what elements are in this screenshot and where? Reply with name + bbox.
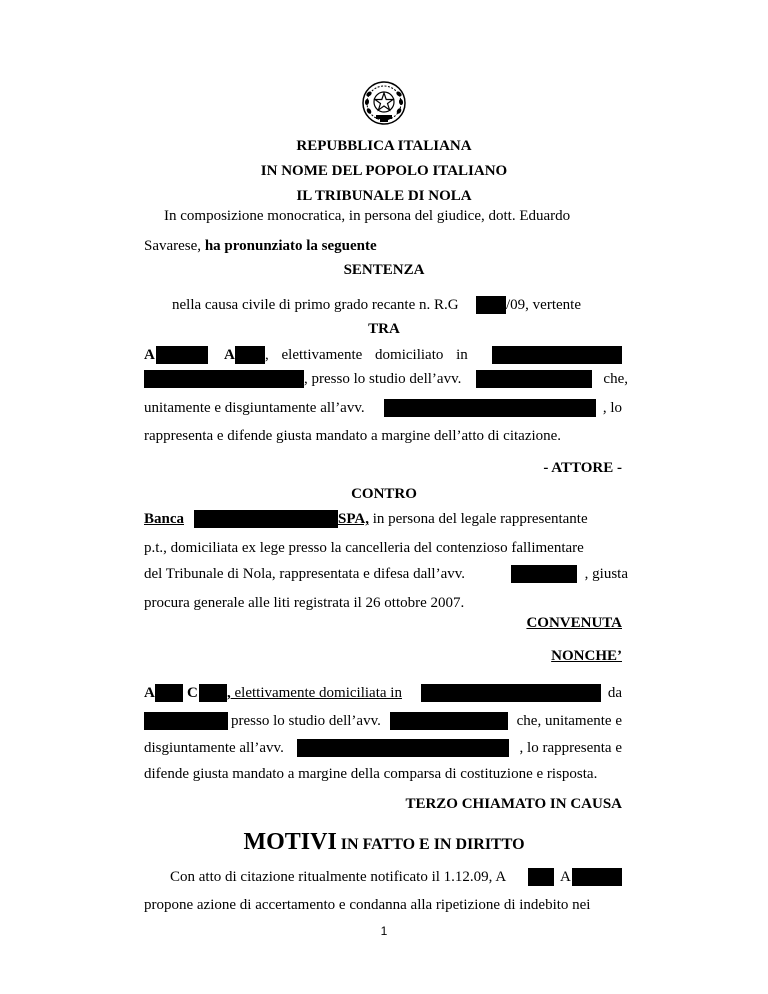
terzo-l4-text: difende giusta mandato a margine della comparsa di costituzione e risposta.	[144, 766, 598, 782]
intro-text-1: In composizione monocratica, in persona del giudice, dott. Eduardo	[164, 208, 571, 224]
causa-prefix: nella causa civile di primo grado recante n. R.G	[172, 297, 459, 313]
attore-label: - ATTORE -	[543, 460, 622, 476]
redaction-bar	[492, 346, 622, 364]
sentenza-heading: SENTENZA	[343, 262, 425, 278]
convenuta-l1-wrap	[338, 508, 628, 530]
header-people: IN NOME DEL POPOLO ITALIANO	[260, 163, 508, 179]
header-court: IL TRIBUNALE DI NOLA	[296, 188, 472, 204]
intro-text-2b: ha pronunziato la seguente	[204, 238, 377, 254]
convenuta-bank-word: Banca	[144, 511, 185, 527]
terzo-initial-b: C	[187, 685, 198, 701]
redaction-bar	[421, 684, 601, 702]
motivi-big: MOTIVI	[243, 829, 337, 855]
intro-text-2a: Savarese,	[144, 238, 205, 254]
redaction-bar	[156, 346, 208, 364]
causa-suffix-wrap	[506, 294, 626, 316]
convenuta-l4-text: procura generale alle liti registrata il 26 ottobre 2007.	[144, 595, 465, 611]
redaction-bar	[384, 399, 596, 417]
redaction-bar	[476, 296, 506, 314]
redaction-bar	[476, 370, 592, 388]
convenuta-spa: SPA,	[338, 511, 369, 527]
attore-initial-b: A	[224, 347, 235, 363]
convenuta-label: CONVENUTA	[526, 615, 622, 631]
header-republic: REPUBBLICA ITALIANA	[296, 138, 472, 154]
terzo-l1-end: da	[607, 685, 622, 701]
redaction-bar	[144, 712, 228, 730]
body-l1-b: A	[560, 869, 571, 885]
terzo-l3-text: disgiuntamente all’avv.	[144, 740, 284, 756]
attore-l1-text: , elettivamente domiciliato in	[265, 347, 468, 363]
attore-l2-text: , presso lo studio dell’avv.	[304, 371, 462, 387]
terzo-label: TERZO CHIAMATO IN CAUSA	[405, 796, 622, 812]
redaction-bar	[194, 510, 338, 528]
terzo-l1-wrap	[227, 682, 427, 704]
causa-suffix: /09, vertente	[506, 297, 581, 313]
redaction-bar	[572, 868, 622, 886]
terzo-comma: ,	[227, 685, 231, 701]
terzo-l2-text: presso lo studio dell’avv.	[231, 713, 381, 729]
attore-l2-end: che,	[603, 371, 628, 387]
tra-heading: TRA	[368, 321, 400, 337]
redaction-bar	[155, 684, 183, 702]
terzo-l3-end: , lo rappresenta e	[519, 740, 622, 756]
convenuta-l3-text: del Tribunale di Nola, rappresentata e difesa dall’avv.	[144, 566, 466, 582]
redaction-bar	[199, 684, 227, 702]
contro-heading: CONTRO	[351, 486, 417, 502]
attore-l3-end: , lo	[602, 400, 622, 416]
convenuta-l3-end: , giusta	[584, 566, 628, 582]
motivi-rest: IN FATTO E IN DIRITTO	[336, 836, 525, 853]
intro-line-1	[164, 205, 622, 227]
italian-republic-emblem-icon	[361, 80, 407, 126]
intro-line-2	[144, 235, 622, 257]
redaction-bar	[235, 346, 265, 364]
convenuta-l2-text: p.t., domiciliata ex lege presso la cancelleria del contenzioso fallimentare	[144, 540, 584, 556]
terzo-l2-end: che, unitamente e	[516, 713, 622, 729]
terzo-l1-text: elettivamente domiciliata in	[230, 685, 402, 701]
convenuta-l1-text: in persona del legale rappresentante	[368, 511, 588, 527]
redaction-bar	[144, 370, 304, 388]
terzo-initial-a: A	[144, 685, 155, 701]
page-number: 1	[380, 924, 388, 938]
redaction-bar	[390, 712, 508, 730]
body-l1-text: Con atto di citazione ritualmente notificato il 1.12.09, A	[170, 869, 507, 885]
redaction-bar	[528, 868, 554, 886]
attore-initial-a: A	[144, 347, 155, 363]
attore-l3-text: unitamente e disgiuntamente all’avv.	[144, 400, 365, 416]
motivi-heading	[0, 826, 768, 861]
body-l2-text: propone azione di accertamento e condanna alla ripetizione di indebito nei	[144, 897, 591, 913]
attore-l4-text: rappresenta e difende giusta mandato a margine dell’atto di citazione.	[144, 428, 562, 444]
redaction-bar	[297, 739, 509, 757]
nonche-label: NONCHE’	[551, 648, 622, 664]
redaction-bar	[511, 565, 577, 583]
